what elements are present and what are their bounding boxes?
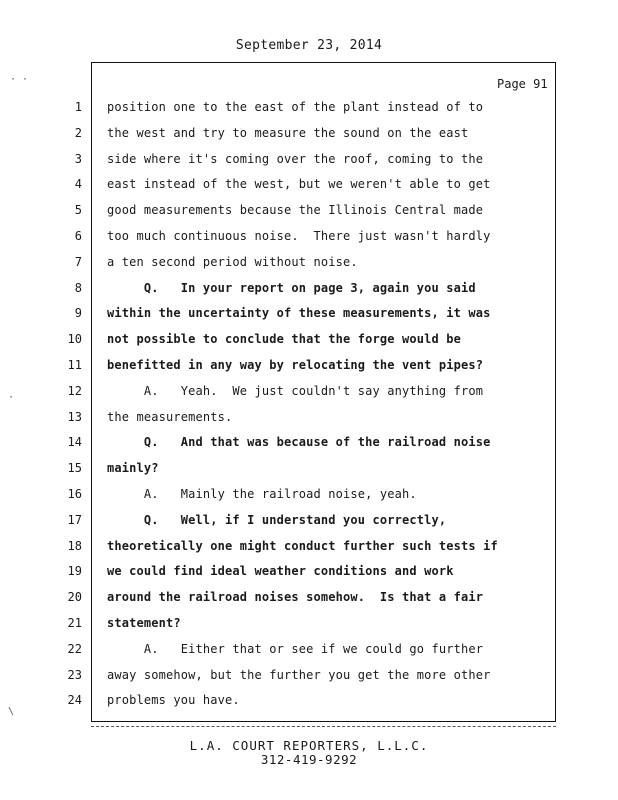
line-text: statement? <box>107 616 181 630</box>
transcript-line <box>0 616 560 636</box>
line-text: within the uncertainty of these measurements, it was <box>107 306 491 321</box>
line-number: 2 <box>74 125 82 140</box>
transcript-line <box>0 126 560 146</box>
transcript-line <box>0 255 560 275</box>
line-number: 15 <box>67 461 82 476</box>
transcript-line <box>0 410 560 430</box>
line-number: 19 <box>67 564 82 579</box>
line-number: 5 <box>74 203 82 218</box>
line-text: position one to the east of the plant instead of to <box>107 100 484 114</box>
frame-bottom-rule <box>91 726 556 727</box>
transcript-line <box>0 642 560 662</box>
transcript-line <box>0 332 560 352</box>
line-number: 7 <box>74 254 82 269</box>
footer-company: L.A. COURT REPORTERS, L.L.C. <box>189 738 429 753</box>
line-text: we could find ideal weather conditions and work <box>107 564 454 579</box>
line-text: good measurements because the Illinois Central made <box>107 203 484 218</box>
line-number: 10 <box>67 332 82 347</box>
line-number: 1 <box>74 100 82 114</box>
line-text: the measurements. <box>107 409 233 424</box>
line-text: side where it's coming over the roof, coming to the <box>107 151 484 166</box>
line-text: east instead of the west, but we weren't able to get <box>107 177 491 192</box>
transcript-line <box>0 487 560 507</box>
line-number: 23 <box>67 667 82 682</box>
line-text: theoretically one might conduct further such tests if <box>107 538 498 553</box>
line-number: 16 <box>67 487 82 501</box>
scan-speck: · · <box>10 74 29 85</box>
transcript-line <box>0 668 560 688</box>
line-number: 14 <box>67 435 82 450</box>
line-text: Q. Well, if I understand you correctly, <box>107 512 447 527</box>
line-text: too much continuous noise. There just wasn't hardly <box>107 229 491 243</box>
transcript-line <box>0 100 560 120</box>
line-text: problems you have. <box>107 693 240 708</box>
transcript-line <box>0 203 560 223</box>
line-text: A. Mainly the railroad noise, yeah. <box>107 487 417 501</box>
line-number: 24 <box>67 693 82 708</box>
line-number: 17 <box>67 512 82 527</box>
transcript-line <box>0 281 560 301</box>
transcript-line <box>0 461 560 481</box>
transcript-line <box>0 152 560 172</box>
transcript-line <box>0 384 560 404</box>
transcript-line <box>0 564 560 584</box>
line-number: 4 <box>74 177 82 192</box>
transcript-line <box>0 539 560 559</box>
line-number: 6 <box>74 229 82 243</box>
scan-speck: · <box>8 392 15 403</box>
line-number: 21 <box>67 616 82 630</box>
line-number: 12 <box>67 383 82 398</box>
line-number: 9 <box>74 306 82 321</box>
transcript-date: September 23, 2014 <box>235 38 383 53</box>
line-text: a ten second period without noise. <box>107 254 358 269</box>
line-text: A. Either that or see if we could go further <box>107 641 484 656</box>
line-number: 8 <box>74 280 82 295</box>
transcript-line <box>0 358 560 378</box>
line-text: away somehow, but the further you get the more other <box>107 667 491 682</box>
line-number: 20 <box>67 590 82 605</box>
scan-speck: \ <box>8 706 15 717</box>
line-text: A. Yeah. We just couldn't say anything from <box>107 383 484 398</box>
line-number: 3 <box>74 151 82 166</box>
line-number: 18 <box>67 538 82 553</box>
line-text: benefitted in any way by relocating the vent pipes? <box>107 358 484 372</box>
transcript-line <box>0 590 560 610</box>
line-text: the west and try to measure the sound on the east <box>107 125 469 140</box>
line-text: not possible to conclude that the forge would be <box>107 332 461 347</box>
line-number: 11 <box>67 358 82 372</box>
line-number: 22 <box>67 641 82 656</box>
page-number-label: Page 91 <box>497 77 548 91</box>
line-text: around the railroad noises somehow. Is that a fair <box>107 590 484 605</box>
line-text: mainly? <box>107 461 159 476</box>
transcript-line <box>0 435 560 455</box>
line-text: Q. And that was because of the railroad noise <box>107 435 491 450</box>
line-number: 13 <box>67 409 82 424</box>
transcript-line <box>0 306 560 326</box>
transcript-line <box>0 693 560 713</box>
transcript-line <box>0 229 560 249</box>
footer-phone: 312-419-9292 <box>260 752 358 767</box>
transcript-line <box>0 513 560 533</box>
line-text: Q. In your report on page 3, again you said <box>107 280 476 295</box>
transcript-line <box>0 177 560 197</box>
